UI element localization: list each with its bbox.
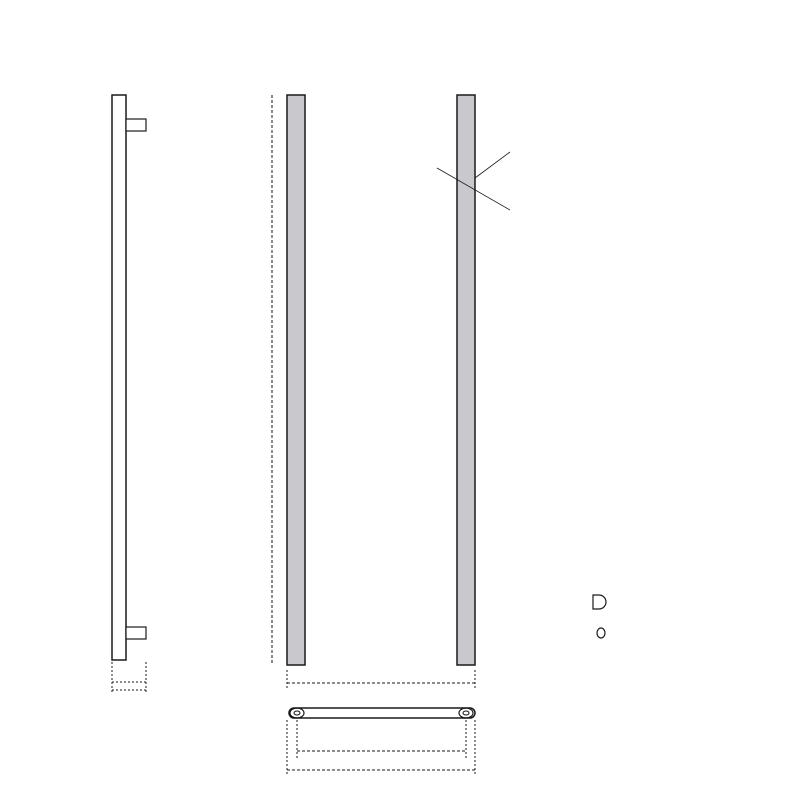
top-view [287,708,475,775]
front-width-dimension [287,670,475,690]
side-bracket-top [126,119,146,131]
front-view [287,95,475,665]
side-radiator-body [112,95,126,660]
d-shape-icon [590,594,608,610]
side-view [112,95,146,694]
side-bracket-bottom [126,627,146,639]
callout-line-a [475,152,510,178]
left-column [287,95,305,665]
top-view-body [289,708,475,718]
right-column [457,95,475,665]
oval-icon [590,625,608,641]
